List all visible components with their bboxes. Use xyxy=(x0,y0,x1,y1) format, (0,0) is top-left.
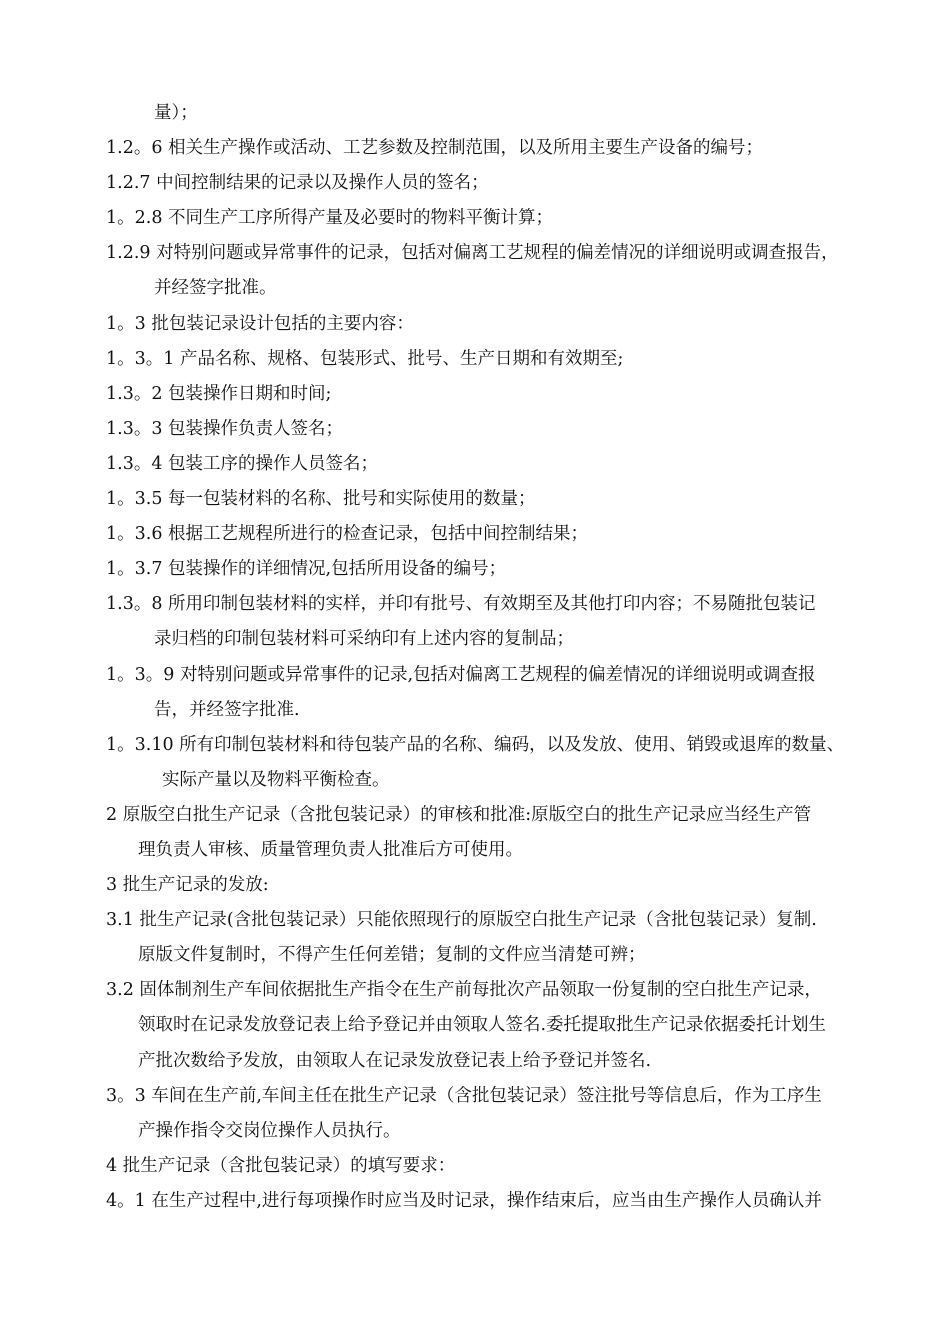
text-line: 理负责人审核、质量管理负责人批准后方可使用。 xyxy=(138,839,523,860)
text-line: 1。3。1 产品名称、规格、包装形式、批号、生产日期和有效期至; xyxy=(106,348,624,369)
text-line: 告，并经签字批准. xyxy=(154,699,300,720)
text-line: 1。2.8 不同生产工序所得产量及必要时的物料平衡计算； xyxy=(106,208,554,229)
text-line: 4 批生产记录（含批包装记录）的填写要求： xyxy=(106,1155,456,1176)
text-line: 1。3 批包装记录设计包括的主要内容： xyxy=(106,313,414,334)
text-line: 1.3。8 所用印制包装材料的实样，并印有批号、有效期至及其他打印内容；不易随批包装记 xyxy=(106,594,816,615)
text-line: 4。1 在生产过程中,进行每项操作时应当及时记录，操作结束后，应当由生产操作人员确认并 xyxy=(106,1190,822,1211)
text-line: 1。3。9 对特别问题或异常事件的记录,包括对偏离工艺规程的偏差情况的详细说明或调查报 xyxy=(106,664,816,685)
text-line: 1.3。2 包装操作日期和时间; xyxy=(106,383,332,404)
text-line: 2 原版空白批生产记录（含批包装记录）的审核和批准:原版空白的批生产记录应当经生产管 xyxy=(106,804,812,825)
text-line: 1。3.5 每一包装材料的名称、批号和实际使用的数量； xyxy=(106,489,536,510)
text-line: 1.2。6 相关生产操作或活动、工艺参数及控制范围，以及所用主要生产设备的编号； xyxy=(106,138,764,159)
text-line: 领取时在记录发放登记表上给予登记并由领取人签名.委托提取批生产记录依据委托计划生 xyxy=(138,1015,827,1036)
text-line: 3。3 车间在生产前,车间主任在批生产记录（含批包装记录）签注批号等信息后，作为工序生 xyxy=(106,1085,822,1106)
text-line: 1.2.9 对特别问题或异常事件的记录，包括对偏离工艺规程的偏差情况的详细说明或调查报告， xyxy=(106,243,839,264)
text-line: 录归档的印制包装材料可采纳印有上述内容的复制品； xyxy=(154,629,574,650)
text-line: 并经签字批准。 xyxy=(154,278,277,299)
text-line: 1。3.6 根据工艺规程所进行的检查记录，包括中间控制结果； xyxy=(106,524,589,545)
text-line: 量）； xyxy=(154,103,198,123)
text-line: 3.2 固体制剂生产车间依据批生产指令在生产前每批次产品领取一份复制的空白批生产记录， xyxy=(106,980,822,1001)
document-body xyxy=(106,96,906,1219)
text-line: 1.3。4 包装工序的操作人员签名； xyxy=(106,453,379,474)
text-line: 产操作指令交岗位操作人员执行。 xyxy=(138,1120,401,1141)
text-line: 原版文件复制时，不得产生任何差错；复制的文件应当清楚可辨； xyxy=(138,945,646,966)
text-line: 1.2.7 中间控制结果的记录以及操作人员的签名； xyxy=(106,173,489,194)
text-line: 产批次数给予发放，由领取人在记录发放登记表上给予登记并签名. xyxy=(138,1050,652,1071)
text-line: 实际产量以及物料平衡检查。 xyxy=(162,769,390,790)
text-line: 1.3。3 包装操作负责人签名； xyxy=(106,418,344,439)
text-line: 3 批生产记录的发放: xyxy=(106,875,269,896)
text-line: 3.1 批生产记录(含批包装记录）只能依照现行的原版空白批生产记录（含批包装记录）复制. xyxy=(106,910,817,931)
text-line: 1。3.10 所有印制包装材料和待包装产品的名称、编码，以及发放、使用、销毁或退库的数量、 xyxy=(106,734,845,755)
text-line: 1。3.7 包装操作的详细情况,包括所用设备的编号； xyxy=(106,559,507,580)
